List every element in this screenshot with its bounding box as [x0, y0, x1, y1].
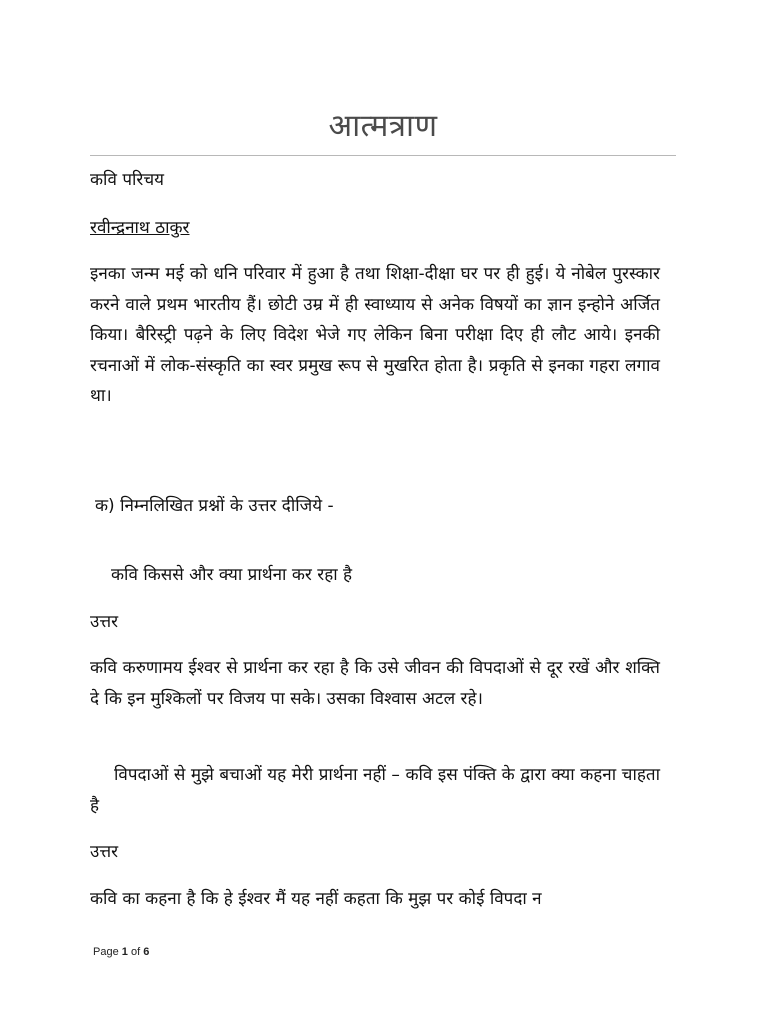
- current-page-number: 1: [121, 946, 128, 958]
- question-2: विपदाओं से मुझे बचाओं यह मेरी प्रार्थना नहीं – कवि इस पंक्ति के द्वारा क्या कहना चाहता है: [90, 765, 660, 816]
- answer-2: कवि का कहना है कि हे ईश्वर मैं यह नहीं कहता कि मुझ पर कोई विपदा न: [90, 889, 542, 909]
- of-word: of: [130, 946, 141, 958]
- poet-name: रवीन्द्रनाथ ठाकुर: [90, 218, 190, 238]
- document-title: आत्मत्राण: [328, 108, 438, 144]
- bio-paragraph: इनका जन्म मई को धनि परिवार में हुआ है तथा शिक्षा-दीक्षा घर पर ही हुई। ये नोबेल पुरस्कार करने वाले प्रथम भारतीय हैं। छोटी उम्र में ही स्वाध्याय से अनेक विषयों का ज्ञान इन्होने अर्जित किया। बैरिस्ट्री पढ़ने के लिए विदेश भेजे गए लेकिन बिना परीक्षा दिए ही लौट आये। इनकी रचनाओं में लोक-संस्कृति का स्वर प्रमुख रूप से मुखरित होता है। प्रकृति से इनका गहरा लगाव था।: [90, 264, 660, 406]
- total-page-count: 6: [143, 946, 150, 958]
- section-heading: कवि परिचय: [90, 170, 164, 190]
- section-a-heading: क) निम्नलिखित प्रश्नों के उत्तर दीजिये -: [95, 496, 334, 516]
- answer-label-1: उत्तर: [90, 612, 119, 632]
- answer-label-2: उत्तर: [90, 842, 119, 862]
- title-divider: [90, 155, 676, 156]
- answer-1: कवि करुणामय ईश्वर से प्रार्थना कर रहा है कि उसे जीवन की विपदाओं से दूर रखें और शक्ति दे कि इन मुश्किलों पर विजय पा सके। उसका विश्वास अटल रहे।: [90, 658, 660, 709]
- question-1: कवि किससे और क्या प्रार्थना कर रहा है: [111, 565, 353, 585]
- page-footer: [93, 946, 149, 958]
- page-word: Page: [93, 946, 119, 958]
